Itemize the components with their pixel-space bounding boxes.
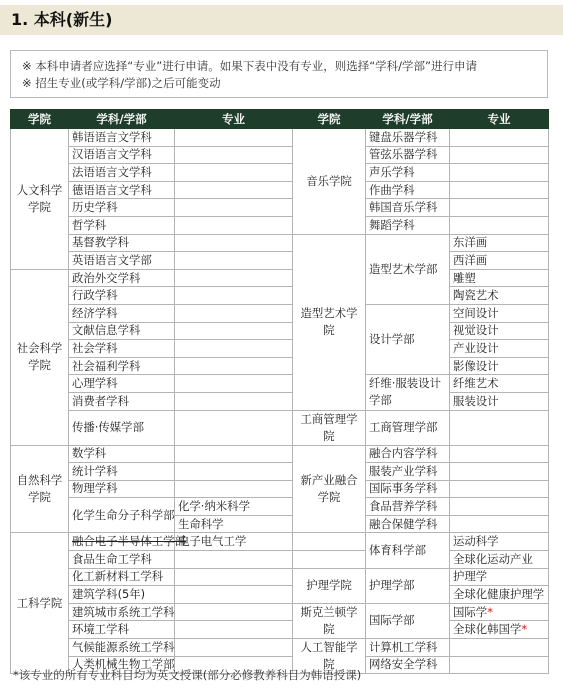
major-cell (175, 340, 293, 358)
dept-cell: 心理学科 (69, 375, 175, 393)
college-natural: 自然科学学院 (11, 445, 69, 533)
table-row (11, 392, 549, 410)
table-row (11, 357, 549, 375)
table-row (11, 568, 549, 586)
dept-cell: 统计学科 (69, 463, 175, 481)
table-row (11, 621, 549, 639)
dept-cell: 社会福利学科 (69, 357, 175, 375)
table-row (11, 269, 549, 287)
major-cell (175, 445, 293, 463)
table-row (11, 234, 549, 252)
dept-cell: 设计学部 (366, 304, 450, 374)
dept-cell: 政治外交学科 (69, 269, 175, 287)
college-scranton: 斯克兰顿学院 (293, 603, 366, 638)
table-row (11, 586, 549, 604)
dept-cell: 食品营养学科 (366, 498, 450, 516)
major-cell (450, 181, 549, 199)
major-cell (175, 129, 293, 147)
major-cell (175, 375, 293, 393)
dept-cell: 传播·传媒学部 (69, 410, 175, 445)
college-nursing: 护理学院 (293, 568, 366, 603)
dept-cell: 化工新材料工学科 (69, 568, 175, 586)
major-cell (450, 515, 549, 533)
dept-cell: 网络安全学科 (366, 656, 450, 674)
dept-cell: 融合电子半导体工学部 (69, 533, 175, 551)
header-dept: 学科/学部 (69, 110, 175, 129)
major-cell (175, 357, 293, 375)
table-row (11, 445, 549, 463)
dept-cell: 计算机工学科 (366, 639, 450, 657)
major-label: 国际学 (453, 604, 488, 619)
major-cell (450, 445, 549, 463)
dept-cell: 化学生命分子科学部 (69, 498, 175, 533)
notice-line: ※ 招生专业(或学科/学部)之后可能变动 (22, 76, 221, 90)
table-row (11, 287, 549, 305)
footnote: *该专业的所有专业科目均为英文授课(部分必修教养科目为韩语授课) (13, 668, 362, 682)
dept-cell: 造型艺术学部 (366, 234, 450, 304)
table-row (11, 322, 549, 340)
dept-cell: 管弦乐器学科 (366, 146, 450, 164)
major-cell (450, 603, 549, 621)
dept-cell: 建筑城市系统工学科 (69, 603, 175, 621)
major-cell (175, 568, 293, 586)
major-cell: 服装设计 (450, 392, 549, 410)
major-cell (175, 322, 293, 340)
dept-cell: 韩语语言文学科 (69, 129, 175, 147)
table-row (11, 498, 549, 516)
header-college: 学院 (11, 110, 69, 129)
header-major: 专业 (175, 110, 293, 129)
table-row (11, 603, 549, 621)
admission-table (10, 109, 549, 674)
major-cell (175, 304, 293, 322)
college-art: 造型艺术学院 (293, 234, 366, 410)
dept-cell: 韩国音乐学科 (366, 199, 450, 217)
dept-cell: 护理学部 (366, 568, 450, 603)
dept-cell: 基督教学科 (69, 234, 175, 252)
major-cell: 护理学 (450, 568, 549, 586)
major-cell: 生命科学 (175, 515, 293, 533)
table-row (11, 533, 549, 551)
table-row (11, 551, 549, 569)
dept-cell: 英语语言文学部 (69, 252, 175, 270)
college-social: 社会科学学院 (11, 269, 69, 445)
major-cell: 化学·纳米科学 (175, 498, 293, 516)
dept-cell: 汉语语言文学科 (69, 146, 175, 164)
dept-cell: 气候能源系统工学科 (69, 639, 175, 657)
major-cell: 影像设计 (450, 357, 549, 375)
table-row (11, 146, 549, 164)
major-cell (175, 480, 293, 498)
english-mark: * (521, 622, 528, 637)
dept-cell: 社会学科 (69, 340, 175, 358)
dept-cell: 作曲学科 (366, 181, 450, 199)
dept-cell: 物理学科 (69, 480, 175, 498)
major-cell (175, 234, 293, 252)
major-cell (450, 216, 549, 234)
major-cell: 陶瓷艺术 (450, 287, 549, 305)
major-cell: 运动科学 (450, 533, 549, 551)
dept-cell: 经济学科 (69, 304, 175, 322)
table-row (11, 340, 549, 358)
major-cell (450, 199, 549, 217)
dept-cell: 法语语言文学科 (69, 164, 175, 182)
major-cell: 纤维艺术 (450, 375, 549, 393)
dept-cell: 文献信息学科 (69, 322, 175, 340)
notice-box (10, 50, 548, 98)
table-row (11, 164, 549, 182)
dept-cell: 人类机械生物工学部 (69, 656, 175, 674)
major-cell (450, 164, 549, 182)
major-cell: 产业设计 (450, 340, 549, 358)
college-newindustry: 新产业融合学院 (293, 445, 366, 533)
major-cell (175, 216, 293, 234)
table-row (11, 375, 549, 393)
dept-cell: 历史学科 (69, 199, 175, 217)
dept-cell: 服装产业学科 (366, 463, 450, 481)
table-row (11, 639, 549, 657)
dept-cell: 数学科 (69, 445, 175, 463)
table-row (11, 410, 549, 445)
major-cell (450, 639, 549, 657)
table-row (11, 252, 549, 270)
major-cell (175, 586, 293, 604)
major-cell: 空间设计 (450, 304, 549, 322)
dept-cell: 纤维·服装设计学部 (366, 375, 450, 410)
college-cell (293, 533, 366, 551)
dept-cell: 体育科学部 (366, 533, 450, 568)
english-mark: * (487, 604, 493, 619)
major-cell (450, 656, 549, 674)
dept-cell: 哲学科 (69, 216, 175, 234)
major-cell (450, 146, 549, 164)
header-dept: 学科/学部 (366, 110, 450, 129)
major-cell (175, 603, 293, 621)
major-cell (175, 146, 293, 164)
dept-cell: 声乐学科 (366, 164, 450, 182)
dept-cell: 国际学部 (366, 603, 450, 638)
section-title: 1. 本科(新生) (0, 5, 563, 35)
major-cell (450, 410, 549, 445)
dept-cell: 融合内容学科 (366, 445, 450, 463)
major-cell (175, 392, 293, 410)
table-row (11, 304, 549, 322)
table-row (11, 181, 549, 199)
major-cell (175, 252, 293, 270)
dept-cell: 键盘乐器学科 (366, 129, 450, 147)
major-cell (175, 181, 293, 199)
major-cell (175, 410, 293, 445)
college-ai: 人工智能学院 (293, 639, 366, 674)
header-major: 专业 (450, 110, 549, 129)
major-cell (450, 129, 549, 147)
major-cell: 全球化健康护理学 (450, 586, 549, 604)
college-engineering: 工科学院 (11, 533, 69, 674)
major-cell (175, 164, 293, 182)
table-header-row (11, 110, 549, 129)
table-row (11, 129, 549, 147)
dept-cell: 舞蹈学科 (366, 216, 450, 234)
table-row (11, 463, 549, 481)
major-cell (175, 287, 293, 305)
major-cell (175, 639, 293, 657)
major-cell (175, 551, 293, 569)
major-cell: 全球化运动产业 (450, 551, 549, 569)
table-row (11, 480, 549, 498)
dept-cell: 融合保健学科 (366, 515, 450, 533)
major-cell: 视觉设计 (450, 322, 549, 340)
college-music: 音乐学院 (293, 129, 366, 235)
dept-cell: 德语语言文学科 (69, 181, 175, 199)
major-cell (175, 199, 293, 217)
major-cell (450, 463, 549, 481)
major-cell (450, 498, 549, 516)
dept-cell: 消费者学科 (69, 392, 175, 410)
major-label: 全球化韩国学 (453, 622, 522, 637)
dept-cell: 行政学科 (69, 287, 175, 305)
table-row (11, 216, 549, 234)
college-cell (293, 551, 366, 569)
major-cell (450, 480, 549, 498)
notice-line: ※ 本科申请者应选择“专业”进行申请。如果下表中没有专业，则选择“学科/学部”进行申请 (22, 59, 477, 73)
dept-cell: 工商管理学部 (366, 410, 450, 445)
dept-cell: 环境工学科 (69, 621, 175, 639)
major-cell: 西洋画 (450, 252, 549, 270)
major-cell (175, 463, 293, 481)
dept-cell: 建筑学科(5年) (69, 586, 175, 604)
major-cell (175, 621, 293, 639)
table-row (11, 199, 549, 217)
dept-cell: 国际事务学科 (366, 480, 450, 498)
header-college: 学院 (293, 110, 366, 129)
major-cell (175, 269, 293, 287)
college-business: 工商管理学院 (293, 410, 366, 445)
college-humanities: 人文科学学院 (11, 129, 69, 270)
major-cell: 东洋画 (450, 234, 549, 252)
dept-cell: 食品生命工学科 (69, 551, 175, 569)
major-cell: 电子电气工学 (175, 533, 293, 551)
major-cell (450, 621, 549, 639)
major-cell: 雕塑 (450, 269, 549, 287)
